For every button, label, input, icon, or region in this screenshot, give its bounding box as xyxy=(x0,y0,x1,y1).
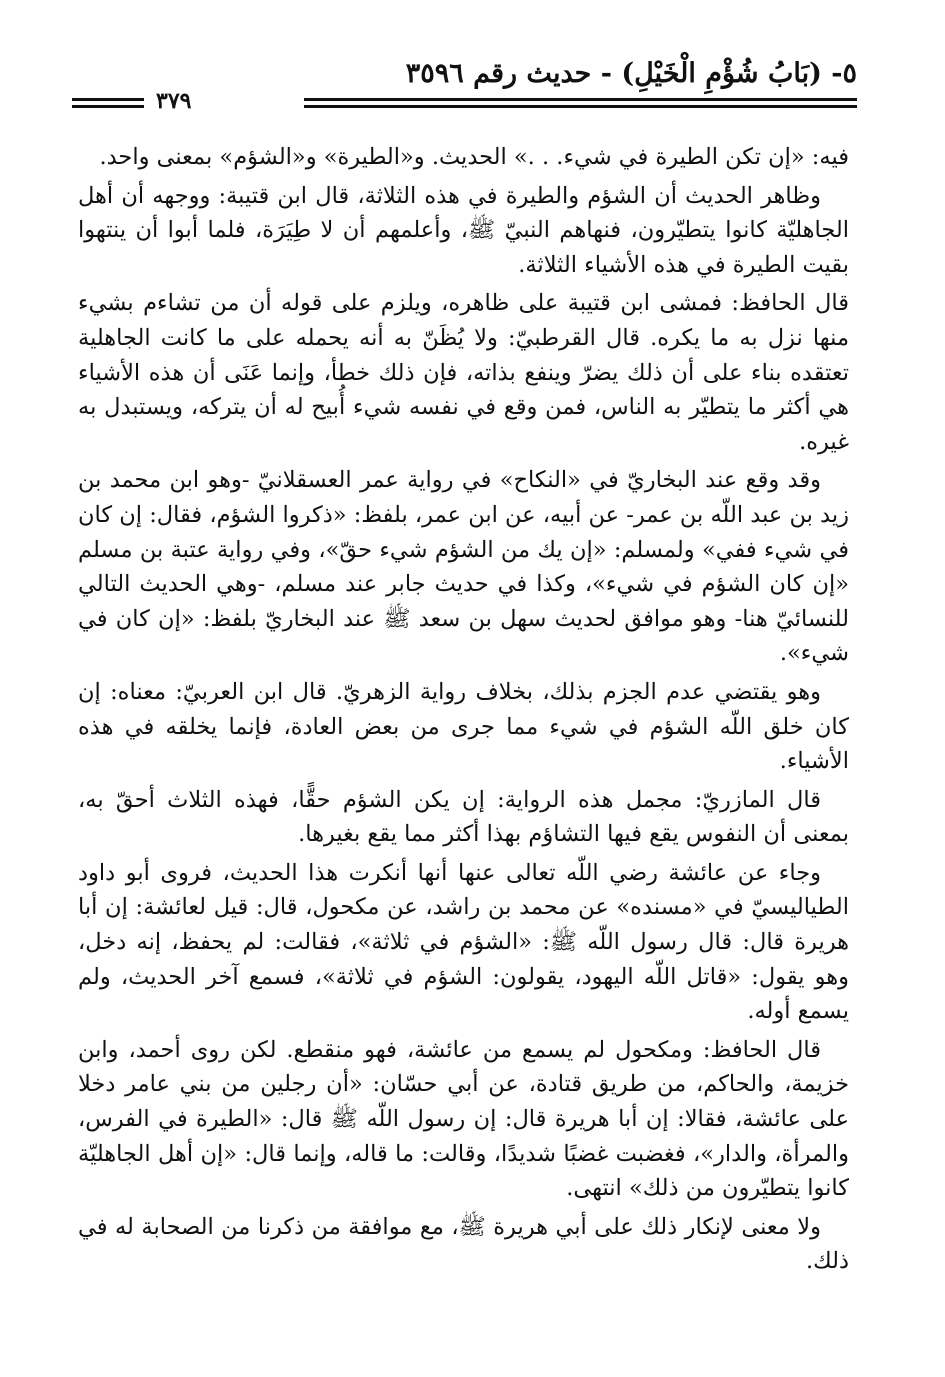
page-number: ٣٧٩ xyxy=(150,88,197,114)
paragraph: وظاهر الحديث أن الشؤم والطيرة في هذه الثلاثة، قال ابن قتيبة: ووجهه أن أهل الجاهليّة كانوا يتطيّرون، فنهاهم النبيّ ﷺ، وأعلمهم أن لا طِيَرَة، فلما أبوا أن ينتهوا بقيت الطيرة في هذه الأشياء الثلاثة. xyxy=(78,182,849,278)
header-rule xyxy=(304,98,857,108)
body-text xyxy=(78,140,849,1283)
paragraph: وهو يقتضي عدم الجزم بذلك، بخلاف رواية الزهريّ. قال ابن العربيّ: معناه: إن كان خلق اللّه الشؤم في شيء مما جرى من بعض العادة، فإنما يخلقه في هذه الأشياء. xyxy=(78,678,849,775)
paragraph: قال الحافظ: فمشى ابن قتيبة على ظاهره، ويلزم على قوله أن من تشاءم بشيء منها نزل به ما يكره. قال القرطبيّ: ولا يُظَنّ به أنه يحمله على ما كانت الجاهلية تعتقده بناء على أن ذلك يضرّ وينفع بذاته، فإن ذلك خطأ، وإنما عَنَى أن هذه الأشياء هي أكثر ما يتطيّر به الناس، فمن وقع في نفسه شيء أُبيح له أن يتركه، ويستبدل به غيره. xyxy=(78,290,849,455)
paragraph: وقد وقع عند البخاريّ في «النكاح» في رواية عمر العسقلانيّ -وهو ابن محمد بن زيد بن عبد اللّه بن عمر- عن أبيه، عن ابن عمر، بلفظ: «ذكروا الشؤم، فقال: إن كان في شيء ففي» ولمسلم: «إن يك من الشؤم شيء حقّ»، وفي رواية عتبة بن مسلم «إن كان الشؤم في شيء»، وكذا في حديث جابر عند مسلم، -وهي الحديث التالي للنسائيّ هنا- وهو موافق لحديث سهل بن سعد ﷺ عند البخاريّ بلفظ: «إن كان في شيء». xyxy=(78,467,849,667)
paragraph: قال المازريّ: مجمل هذه الرواية: إن يكن الشؤم حقًّا، فهذه الثلاث أحقّ به، بمعنى أن النفوس يقع فيها التشاؤم بهذا أكثر مما يقع بغيرها. xyxy=(78,786,849,848)
paragraph: قال الحافظ: ومكحول لم يسمع من عائشة، فهو منقطع. لكن روى أحمد، وابن خزيمة، والحاكم، من طريق قتادة، عن أبي حسّان: «أن رجلين من بني عامر دخلا على عائشة، فقالا: إن أبا هريرة قال: إن رسول اللّه ﷺ قال: «الطيرة في الفرس، والمرأة، والدار»، فغضبت غضبًا شديدًا، وقالت: ما قاله، وإنما قال: «إن أهل الجاهليّة كانوا يتطيّرون من ذلك» انتهى. xyxy=(78,1036,849,1202)
header-rule-left xyxy=(72,98,144,108)
paragraph: فيه: «إن تكن الطيرة في شيء. . .» الحديث. و«الطيرة» و«الشؤم» بمعنى واحد. xyxy=(99,144,849,170)
running-title: ٥- (بَابُ شُؤْمِ الْخَيْلِ) - حديث رقم ٣٥٩٦ xyxy=(405,58,857,89)
page-header xyxy=(72,58,857,116)
paragraph: ولا معنى لإنكار ذلك على أبي هريرة ﷺ، مع موافقة من ذكرنا من الصحابة له في ذلك. xyxy=(78,1213,849,1275)
paragraph: وجاء عن عائشة رضي اللّه تعالى عنها أنها أنكرت هذا الحديث، فروى أبو داود الطياليسيّ في «مسنده» عن محمد بن راشد، عن مكحول، قال: قيل لعائشة: إن أبا هريرة قال: قال رسول اللّه ﷺ: «الشؤم في ثلاثة»، فقالت: لم يحفظ، إنه دخل، وهو يقول: «قاتل اللّه اليهود، يقولون: الشؤم في ثلاثة»، فسمع آخر الحديث، ولم يسمع أوله. xyxy=(78,859,849,1025)
